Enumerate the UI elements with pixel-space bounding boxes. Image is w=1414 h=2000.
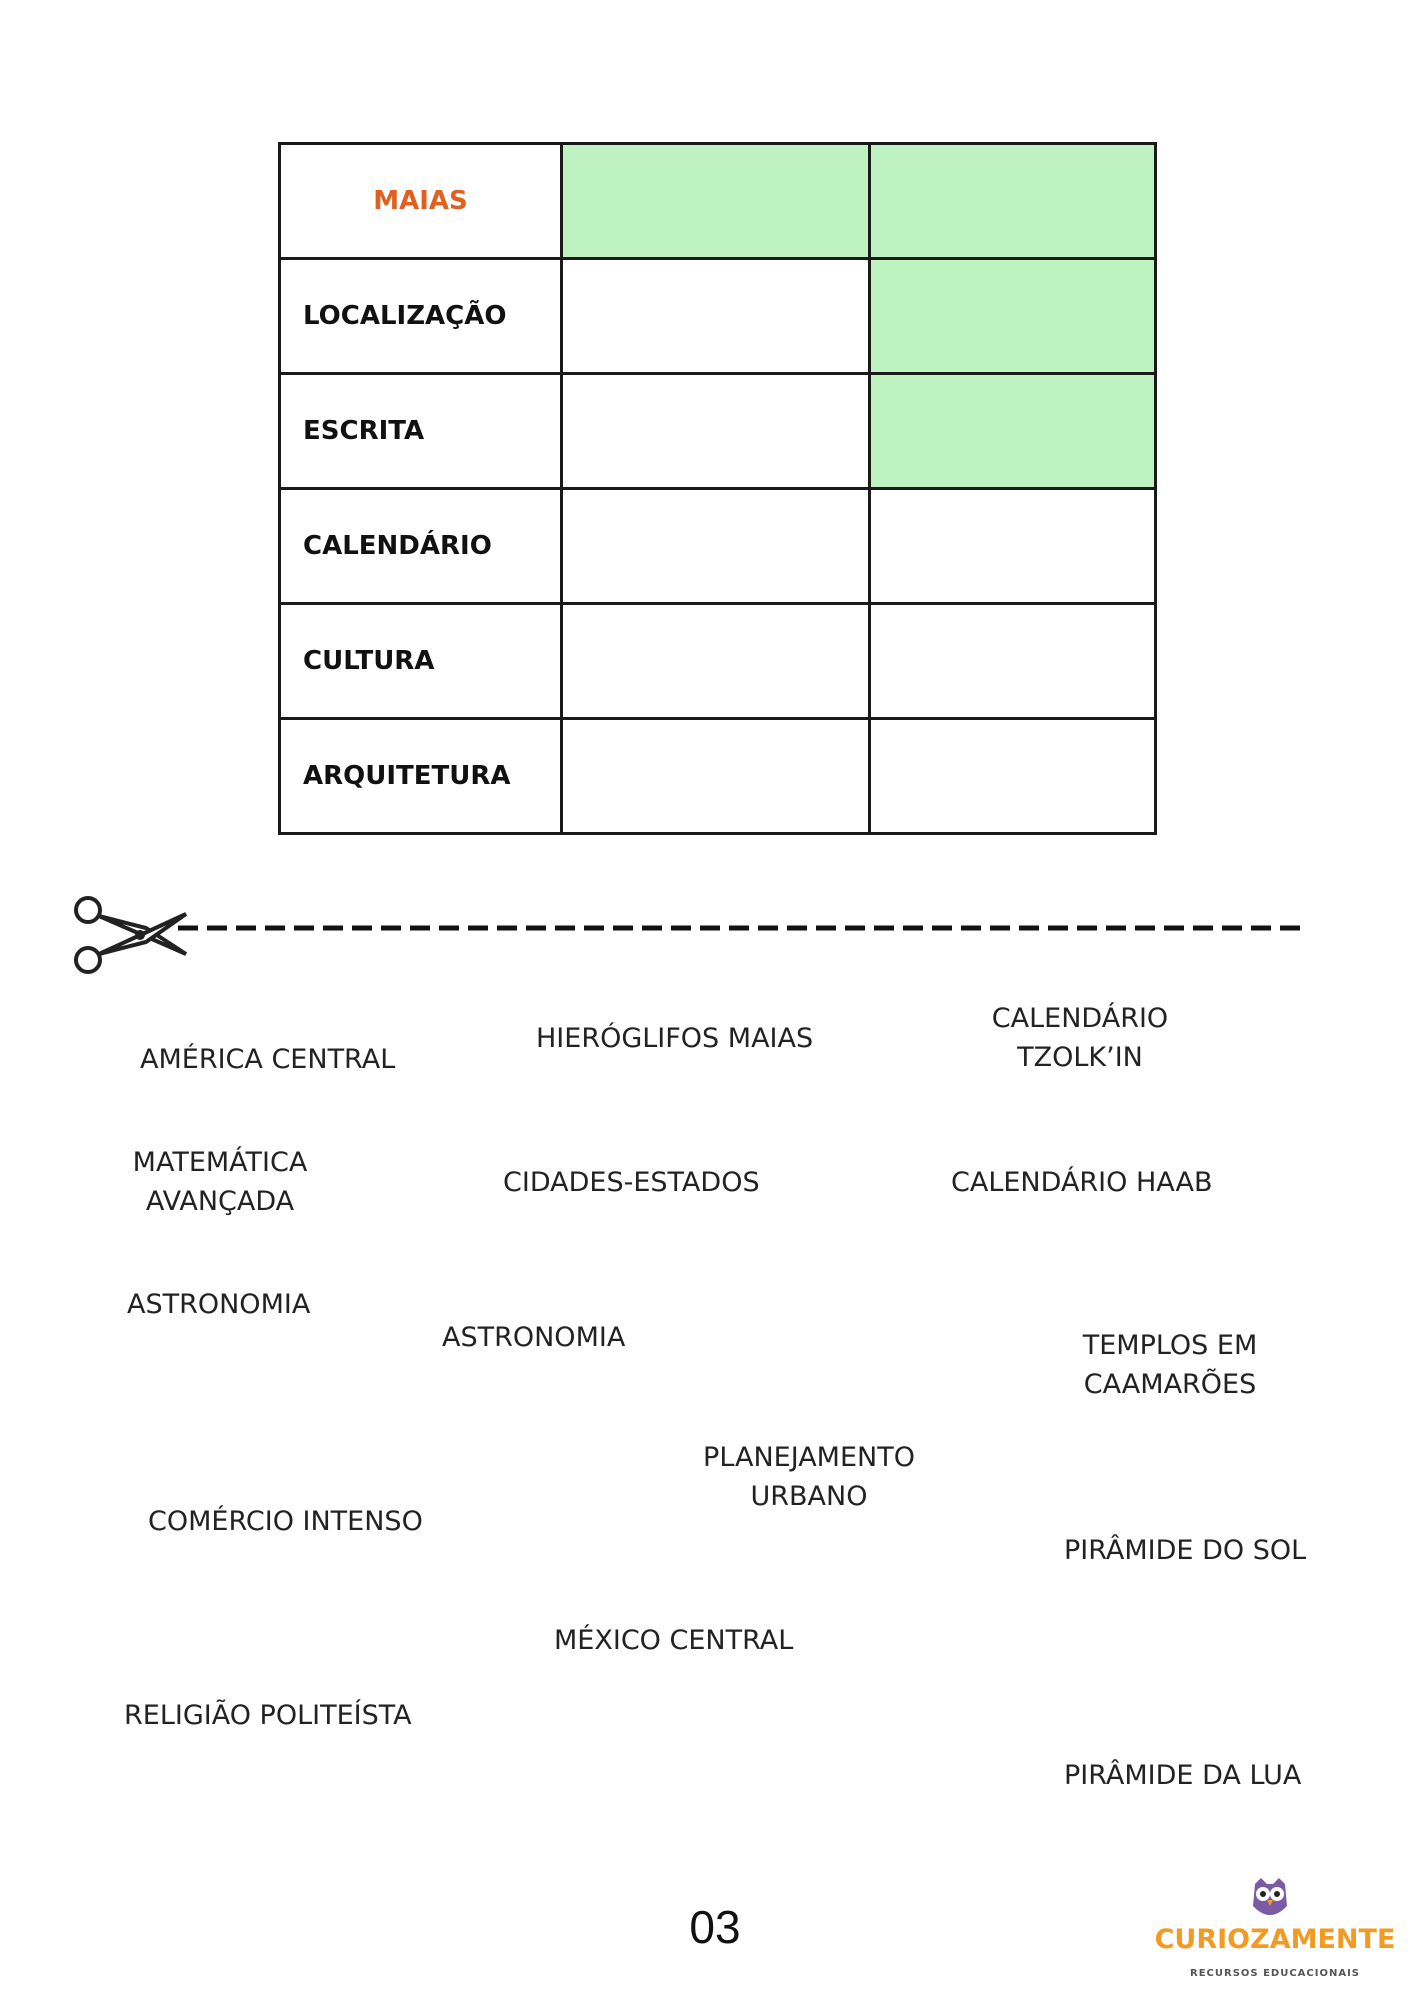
word-text: MATEMÁTICA bbox=[132, 1147, 308, 1178]
table-cell bbox=[870, 719, 1156, 834]
word-card bbox=[122, 1143, 318, 1221]
row-label-arquitetura: ARQUITETURA bbox=[280, 719, 562, 834]
word-card bbox=[127, 1285, 310, 1324]
word-card bbox=[536, 1019, 813, 1058]
scissors-icon bbox=[76, 898, 186, 972]
word-text: COMÉRCIO INTENSO bbox=[148, 1506, 423, 1537]
table-row bbox=[280, 719, 1156, 834]
table-cell bbox=[870, 144, 1156, 259]
cut-line bbox=[68, 888, 1308, 982]
table-cell bbox=[870, 259, 1156, 374]
word-text: AMÉRICA CENTRAL bbox=[140, 1044, 396, 1075]
table-row bbox=[280, 374, 1156, 489]
table-row bbox=[280, 144, 1156, 259]
table-cell bbox=[870, 489, 1156, 604]
table-cell bbox=[870, 604, 1156, 719]
word-card bbox=[140, 1040, 395, 1079]
table-cell bbox=[870, 374, 1156, 489]
word-card bbox=[124, 1696, 412, 1735]
word-text: CAAMARÕES bbox=[1083, 1369, 1257, 1400]
word-text: CALENDÁRIO HAAB bbox=[951, 1167, 1213, 1198]
table-cell bbox=[562, 719, 870, 834]
owl-icon bbox=[1245, 1876, 1295, 1924]
word-card bbox=[503, 1163, 760, 1202]
word-card bbox=[554, 1621, 793, 1660]
word-text: PIRÂMIDE DA LUA bbox=[1064, 1760, 1302, 1791]
row-label-localizacao: LOCALIZAÇÃO bbox=[280, 259, 562, 374]
word-card bbox=[1064, 1756, 1301, 1795]
word-text: TZOLK’IN bbox=[1017, 1042, 1143, 1073]
word-card bbox=[951, 1163, 1212, 1202]
word-text: RELIGIÃO POLITEÍSTA bbox=[124, 1700, 412, 1731]
word-card bbox=[148, 1502, 423, 1541]
word-card bbox=[1074, 1326, 1266, 1404]
word-text: MÉXICO CENTRAL bbox=[554, 1625, 794, 1656]
word-text: HIERÓGLIFOS MAIAS bbox=[536, 1023, 814, 1054]
table-row bbox=[280, 259, 1156, 374]
word-text: ASTRONOMIA bbox=[442, 1322, 626, 1353]
row-label-calendario: CALENDÁRIO bbox=[280, 489, 562, 604]
word-card bbox=[1064, 1531, 1306, 1570]
word-text: TEMPLOS EM bbox=[1082, 1330, 1258, 1361]
word-card bbox=[442, 1318, 625, 1357]
comparison-table bbox=[278, 142, 1157, 835]
page-number: 03 bbox=[689, 1901, 741, 1953]
brand-logo bbox=[1150, 1876, 1400, 1988]
table-cell bbox=[562, 374, 870, 489]
table-row bbox=[280, 489, 1156, 604]
table-row bbox=[280, 604, 1156, 719]
table-cell bbox=[562, 144, 870, 259]
word-text: ASTRONOMIA bbox=[127, 1289, 311, 1320]
word-card bbox=[985, 999, 1175, 1077]
row-label-escrita: ESCRITA bbox=[280, 374, 562, 489]
word-text: PIRÂMIDE DO SOL bbox=[1064, 1535, 1307, 1566]
table-cell bbox=[562, 604, 870, 719]
word-card bbox=[698, 1438, 920, 1516]
word-text: CALENDÁRIO bbox=[991, 1003, 1169, 1034]
word-text: CIDADES-ESTADOS bbox=[503, 1167, 760, 1198]
table-cell bbox=[562, 489, 870, 604]
word-text: PLANEJAMENTO bbox=[703, 1442, 915, 1473]
row-label-cultura: CULTURA bbox=[280, 604, 562, 719]
word-text: URBANO bbox=[750, 1481, 868, 1512]
word-text: AVANÇADA bbox=[145, 1186, 295, 1217]
logo-text: CURIOZAMENTE bbox=[1154, 1924, 1396, 1955]
table-header-maias: MAIAS bbox=[280, 144, 562, 259]
logo-subtitle: RECURSOS EDUCACIONAIS bbox=[1190, 1968, 1360, 1979]
table-cell bbox=[562, 259, 870, 374]
